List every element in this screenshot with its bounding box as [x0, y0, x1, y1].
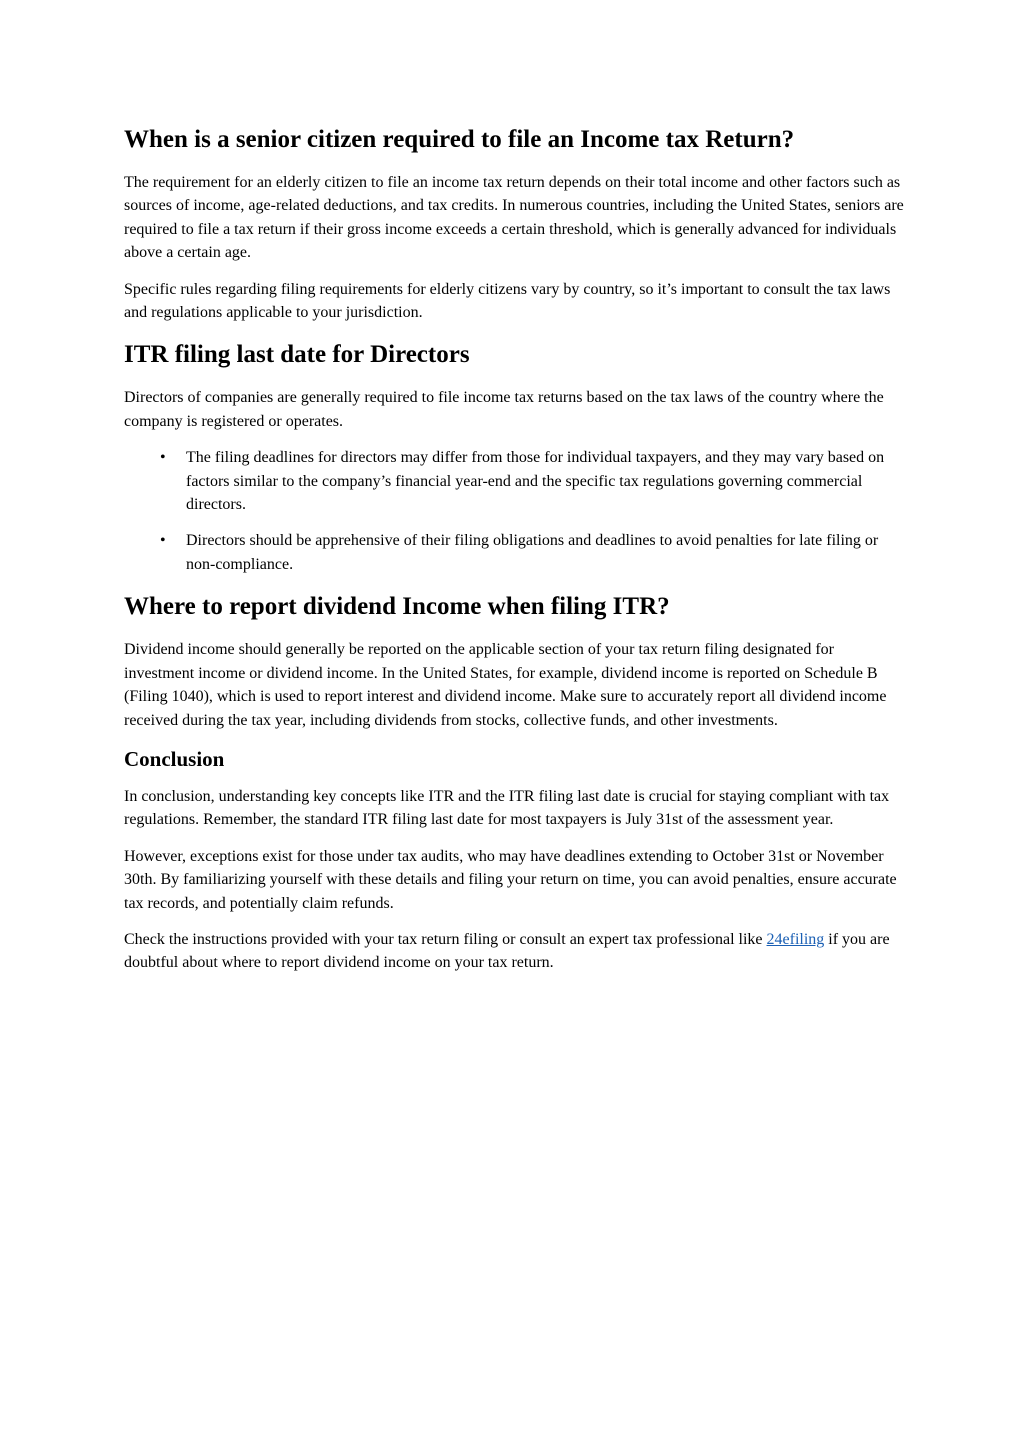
paragraph-conclusion-2: However, exceptions exist for those under tax audits, who may have deadlines extending to October 31st or November 30th. By familiarizing yourself with these details and filing your return on time, you can avoid penalties, ensure accurate tax records, and potentially claim refunds.	[124, 847, 897, 912]
list-item: • Directors should be apprehensive of their filing obligations and deadlines to avoid penalties for late filing or non-compliance.	[186, 529, 904, 576]
heading-senior-citizen: When is a senior citizen required to file an Income tax Return?	[124, 126, 795, 153]
heading-directors: ITR filing last date for Directors	[124, 341, 470, 369]
paragraph-conclusion-3-after: if you are doubtful about where to report dividend income on your tax return.	[124, 930, 890, 972]
document-page	[124, 122, 904, 988]
heading-dividend: Where to report dividend Income when filing ITR?	[124, 593, 670, 621]
paragraph-conclusion-1: In conclusion, understanding key concepts like ITR and the ITR filing last date is crucial for staying compliant with tax regulations. Remember, the standard ITR filing last date for most taxpayers is July 31st of the assessment year.	[124, 787, 890, 829]
24efiling-link[interactable]: 24efiling	[766, 930, 825, 948]
directors-bullet-list	[124, 446, 904, 576]
paragraph-senior-2: Specific rules regarding filing requirements for elderly citizens vary by country, so it’s important to consult the tax laws and regulations applicable to your jurisdiction.	[124, 280, 891, 322]
list-item: • The filing deadlines for directors may differ from those for individual taxpayers, and they may vary based on factors similar to the company’s financial year-end and the specific tax regulations governing commercial directors.	[186, 446, 904, 516]
paragraph-dividend-1: Dividend income should generally be reported on the applicable section of your tax return filing designated for investment income or dividend income. In the United States, for example, dividend income is reported on Schedule B (Filing 1040), which is used to report interest and dividend income. Make sure to accurately report all dividend income received during the tax year, including dividends from stocks, collective funds, and other investments.	[124, 641, 887, 729]
paragraph-directors-1: Directors of companies are generally required to file income tax returns based on the tax laws of the country where the company is registered or operates.	[124, 389, 884, 430]
paragraph-conclusion-3	[124, 928, 904, 975]
heading-conclusion: Conclusion	[124, 746, 225, 771]
paragraph-senior-1: The requirement for an elderly citizen to file an income tax return depends on their total income and other factors such as sources of income, age-related deductions, and tax credits. In numerous countries, including the United States, seniors are required to file a tax return if their gross income exceeds a certain threshold, which is generally advanced for individuals above a certain age.	[124, 174, 904, 262]
paragraph-conclusion-3-before: Check the instructions provided with your tax return filing or consult an expert tax professional like	[124, 930, 767, 948]
